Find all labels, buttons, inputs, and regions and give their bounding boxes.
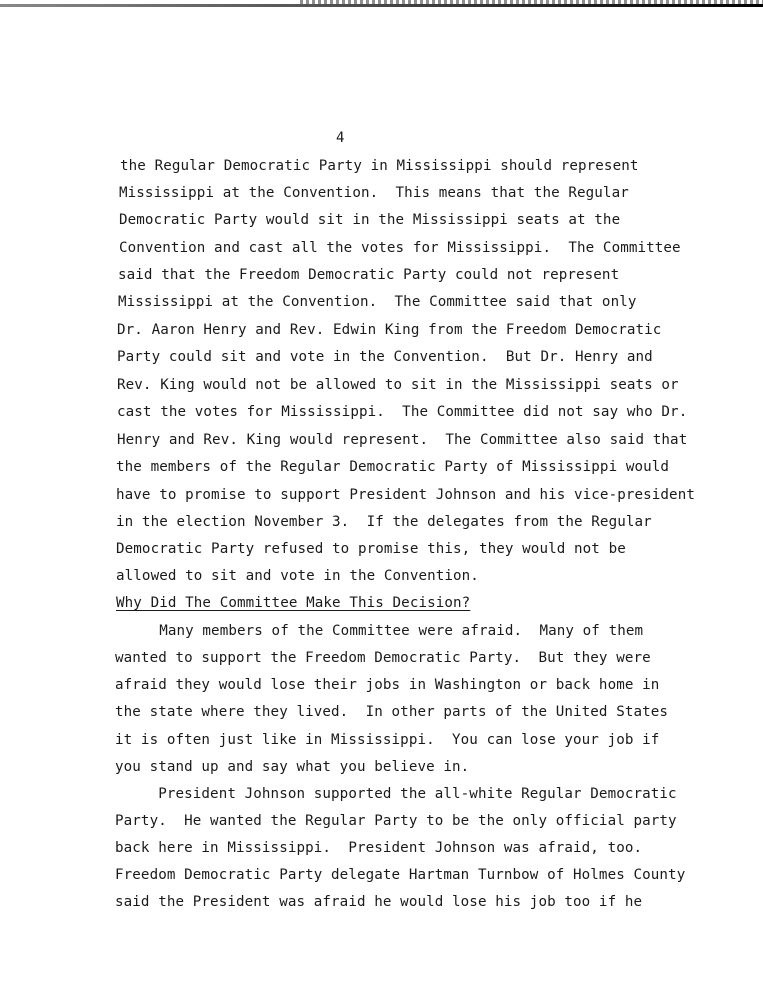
text-line: Henry and Rev. King would represent. The Committee also said that — [117, 432, 688, 448]
text-line: Convention and cast all the votes for Mississippi. The Committee — [119, 240, 681, 256]
text-line: Many members of the Committee were afraid. Many of them — [116, 623, 644, 639]
text-line: President Johnson supported the all-white Regular Democratic — [115, 786, 677, 802]
text-line: wanted to support the Freedom Democratic Party. But they were — [115, 650, 651, 666]
text-line: the state where they lived. In other parts of the United States — [115, 704, 669, 720]
text-line: Democratic Party would sit in the Mississippi seats at the — [119, 212, 621, 228]
text-line: said that the Freedom Democratic Party could not represent — [118, 267, 620, 283]
text-line: in the election November 3. If the delegates from the Regular — [116, 514, 652, 530]
text-line: back here in Mississippi. President Johnson was afraid, too. — [115, 840, 643, 856]
text-line: Rev. King would not be allowed to sit in the Mississippi seats or — [117, 377, 679, 393]
text-line: afraid they would lose their jobs in Washington or back home in — [115, 677, 660, 693]
text-line: cast the votes for Mississippi. The Committee did not say who Dr. — [117, 404, 688, 420]
text-line: Party. He wanted the Regular Party to be the only official party — [115, 813, 677, 829]
text-line: Party could sit and vote in the Convention. But Dr. Henry and — [117, 349, 653, 365]
text-line: Dr. Aaron Henry and Rev. Edwin King from the Freedom Democratic — [117, 322, 662, 338]
text-line: said the President was afraid he would lose his job too if he — [115, 894, 643, 910]
text-line: Democratic Party refused to promise this, they would not be — [116, 541, 626, 557]
text-line: it is often just like in Mississippi. You can lose your job if — [115, 732, 660, 748]
top-edge-dotted-rule — [300, 0, 763, 4]
text-line: allowed to sit and vote in the Convention. — [116, 568, 479, 584]
section-heading: Why Did The Committee Make This Decision? — [116, 595, 471, 611]
text-line: the Regular Democratic Party in Mississippi should represent — [120, 158, 639, 174]
text-line: Freedom Democratic Party delegate Hartman Turnbow of Holmes County — [115, 867, 686, 883]
text-line: you stand up and say what you believe in. — [115, 759, 470, 775]
top-edge-rule — [0, 4, 763, 7]
text-line: have to promise to support President Johnson and his vice-president — [116, 487, 695, 503]
text-line: the members of the Regular Democratic Party of Mississippi would — [116, 459, 670, 475]
page-number: 4 — [336, 130, 345, 146]
text-line: Mississippi at the Convention. This means that the Regular — [119, 185, 629, 201]
text-line: Mississippi at the Convention. The Committee said that only — [118, 294, 637, 310]
